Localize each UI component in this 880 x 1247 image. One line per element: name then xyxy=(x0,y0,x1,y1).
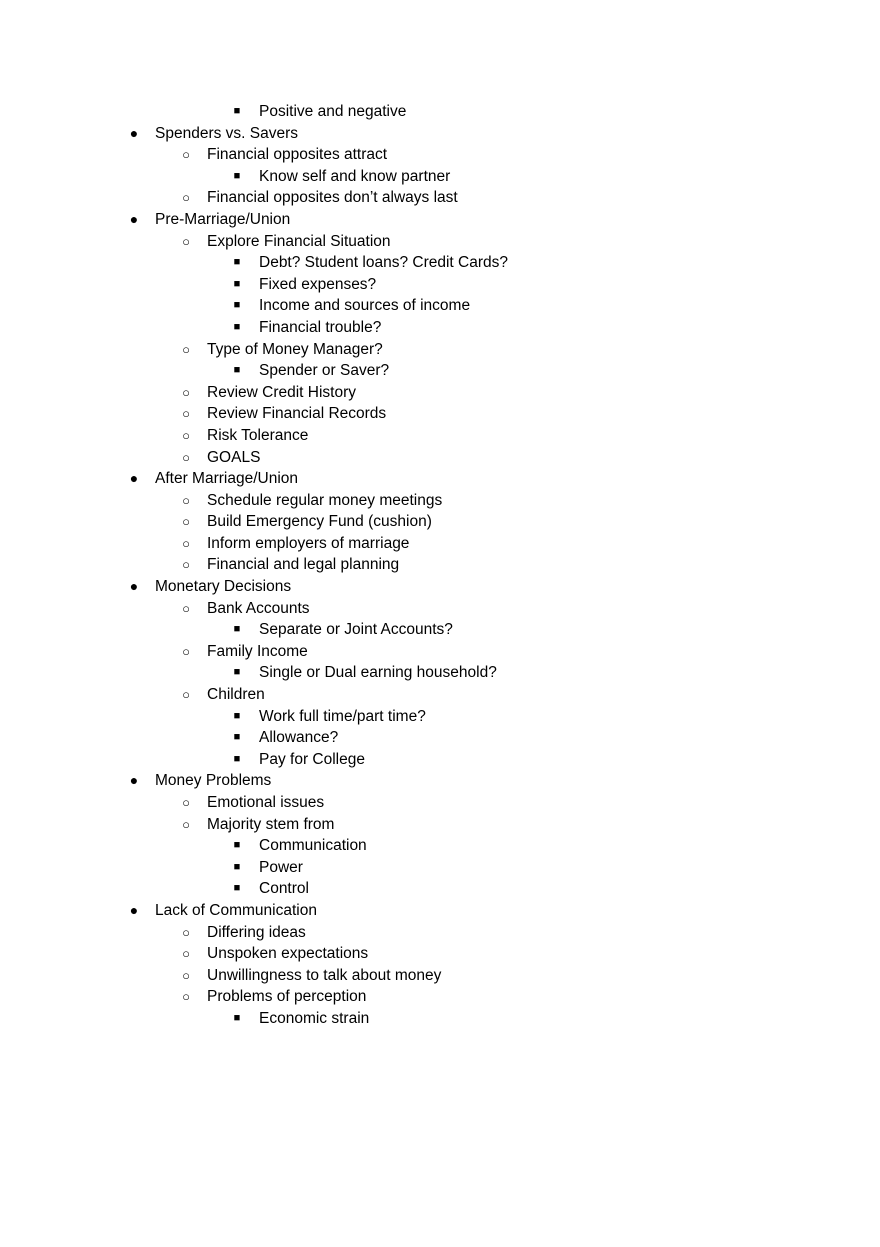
list-item-text: Financial trouble? xyxy=(259,318,382,336)
bullet-marker: ■ xyxy=(233,256,241,269)
bullet-marker: ○ xyxy=(182,147,190,163)
list-item-text: Monetary Decisions xyxy=(155,578,292,596)
list-item-text: Inform employers of marriage xyxy=(207,534,410,552)
list-item-text: Spender or Saver? xyxy=(259,362,390,380)
bullet-marker: ○ xyxy=(182,190,190,206)
bullet-marker: ○ xyxy=(182,514,190,530)
bullet-marker: ● xyxy=(129,901,139,918)
bullet-marker: ○ xyxy=(182,946,190,962)
second-level-list-item xyxy=(0,339,880,361)
bullet-marker: ○ xyxy=(182,687,190,703)
second-level-list-item xyxy=(0,965,880,987)
second-level-list-item xyxy=(0,425,880,447)
bullet-marker: ■ xyxy=(233,364,241,377)
top-level-list-item xyxy=(0,576,880,598)
bullet-marker: ● xyxy=(129,578,139,595)
second-level-list-item xyxy=(0,511,880,533)
top-level-list-item xyxy=(0,770,880,792)
bullet-marker: ■ xyxy=(233,860,241,873)
list-item-text: Build Emergency Fund (cushion) xyxy=(207,513,432,531)
third-level-list-item xyxy=(0,619,880,641)
list-item-text: Risk Tolerance xyxy=(207,426,309,444)
list-item-text: Differing ideas xyxy=(207,923,306,941)
bullet-marker: ■ xyxy=(233,666,241,679)
list-item-text: Problems of perception xyxy=(207,988,367,1006)
list-item-text: Pay for College xyxy=(259,750,365,768)
second-level-list-item xyxy=(0,922,880,944)
list-item-text: Review Financial Records xyxy=(207,405,387,423)
list-item-text: Communication xyxy=(259,837,367,855)
bullet-marker: ■ xyxy=(233,299,241,312)
third-level-list-item xyxy=(0,101,880,123)
top-level-list-item xyxy=(0,209,880,231)
list-item-text: Explore Financial Situation xyxy=(207,232,391,250)
third-level-list-item xyxy=(0,295,880,317)
third-level-list-item xyxy=(0,878,880,900)
list-item-text: Allowance? xyxy=(259,729,339,747)
bullet-marker: ○ xyxy=(182,449,190,465)
list-item-text: Financial opposites attract xyxy=(207,146,388,164)
bullet-marker: ○ xyxy=(182,341,190,357)
bullet-marker: ● xyxy=(129,772,139,789)
list-item-text: Review Credit History xyxy=(207,383,357,401)
second-level-list-item xyxy=(0,554,880,576)
bullet-marker: ○ xyxy=(182,600,190,616)
list-item-text: Separate or Joint Accounts? xyxy=(259,621,453,639)
bullet-marker: ● xyxy=(129,470,139,487)
list-item-text: Unspoken expectations xyxy=(207,945,369,963)
second-level-list-item xyxy=(0,382,880,404)
third-level-list-item xyxy=(0,317,880,339)
second-level-list-item xyxy=(0,641,880,663)
third-level-list-item xyxy=(0,360,880,382)
bullet-marker: ○ xyxy=(182,557,190,573)
bullet-marker: ■ xyxy=(233,752,241,765)
bullet-marker: ■ xyxy=(233,277,241,290)
second-level-list-item xyxy=(0,447,880,469)
list-item-text: Financial and legal planning xyxy=(207,556,400,574)
bullet-marker: ■ xyxy=(233,623,241,636)
list-item-text: Fixed expenses? xyxy=(259,275,377,293)
list-item-text: Majority stem from xyxy=(207,815,335,833)
list-item-text: Single or Dual earning household? xyxy=(259,664,497,682)
third-level-list-item xyxy=(0,727,880,749)
bullet-marker: ○ xyxy=(182,233,190,249)
second-level-list-item xyxy=(0,144,880,166)
list-item-text: Control xyxy=(259,880,309,898)
bullet-marker: ■ xyxy=(233,709,241,722)
third-level-list-item xyxy=(0,252,880,274)
list-item-text: After Marriage/Union xyxy=(155,470,299,488)
bullet-marker: ○ xyxy=(182,406,190,422)
list-item-text: Power xyxy=(259,858,303,876)
list-item-text: Spenders vs. Savers xyxy=(155,124,299,142)
top-level-list-item xyxy=(0,468,880,490)
bullet-marker: ○ xyxy=(182,427,190,443)
second-level-list-item xyxy=(0,490,880,512)
second-level-list-item xyxy=(0,403,880,425)
second-level-list-item xyxy=(0,814,880,836)
second-level-list-item xyxy=(0,684,880,706)
second-level-list-item xyxy=(0,187,880,209)
third-level-list-item xyxy=(0,166,880,188)
third-level-list-item xyxy=(0,1008,880,1030)
list-item-text: GOALS xyxy=(207,448,261,466)
third-level-list-item xyxy=(0,835,880,857)
list-item-text: Schedule regular money meetings xyxy=(207,491,443,509)
list-item-text: Financial opposites don’t always last xyxy=(207,189,458,207)
list-item-text: Bank Accounts xyxy=(207,599,310,617)
list-item-text: Family Income xyxy=(207,642,308,660)
bullet-marker: ■ xyxy=(233,169,241,182)
list-item-text: Unwillingness to talk about money xyxy=(207,966,442,984)
list-item-text: Economic strain xyxy=(259,1009,370,1027)
top-level-list-item xyxy=(0,123,880,145)
list-item-text: Debt? Student loans? Credit Cards? xyxy=(259,254,509,272)
third-level-list-item xyxy=(0,857,880,879)
bullet-marker: ○ xyxy=(182,384,190,400)
second-level-list-item xyxy=(0,598,880,620)
bullet-marker: ■ xyxy=(233,731,241,744)
list-item-text: Pre-Marriage/Union xyxy=(155,210,291,228)
bullet-marker: ● xyxy=(129,124,139,141)
bullet-marker: ○ xyxy=(182,492,190,508)
bullet-marker: ■ xyxy=(233,105,241,117)
bullet-marker: ■ xyxy=(233,882,241,895)
list-item-text: Know self and know partner xyxy=(259,167,451,185)
list-item-text: Money Problems xyxy=(155,772,272,790)
bullet-marker: ■ xyxy=(233,320,241,333)
bullet-marker: ○ xyxy=(182,535,190,551)
list-item-text: Lack of Communication xyxy=(155,901,317,919)
list-item-text: Children xyxy=(207,686,265,704)
top-level-list-item xyxy=(0,900,880,922)
list-item-text: Type of Money Manager? xyxy=(207,340,383,358)
third-level-list-item xyxy=(0,274,880,296)
bullet-marker: ○ xyxy=(182,989,190,1005)
second-level-list-item xyxy=(0,986,880,1008)
third-level-list-item xyxy=(0,706,880,728)
third-level-list-item xyxy=(0,749,880,771)
bullet-marker: ■ xyxy=(233,1011,241,1024)
list-item-text: Emotional issues xyxy=(207,794,325,811)
bullet-marker: ○ xyxy=(182,795,190,810)
bullet-marker: ○ xyxy=(182,967,190,983)
second-level-list-item xyxy=(0,231,880,253)
list-item-text: Work full time/part time? xyxy=(259,707,426,725)
second-level-list-item xyxy=(0,792,880,814)
second-level-list-item xyxy=(0,943,880,965)
third-level-list-item xyxy=(0,662,880,684)
bullet-marker: ○ xyxy=(182,816,190,832)
list-item-text: Positive and negative xyxy=(259,103,407,120)
bullet-marker: ○ xyxy=(182,643,190,659)
second-level-list-item xyxy=(0,533,880,555)
list-item-text: Income and sources of income xyxy=(259,297,471,315)
bullet-marker: ■ xyxy=(233,839,241,852)
bullet-marker: ○ xyxy=(182,924,190,940)
outline-list xyxy=(0,101,880,1030)
bullet-marker: ● xyxy=(129,210,139,227)
